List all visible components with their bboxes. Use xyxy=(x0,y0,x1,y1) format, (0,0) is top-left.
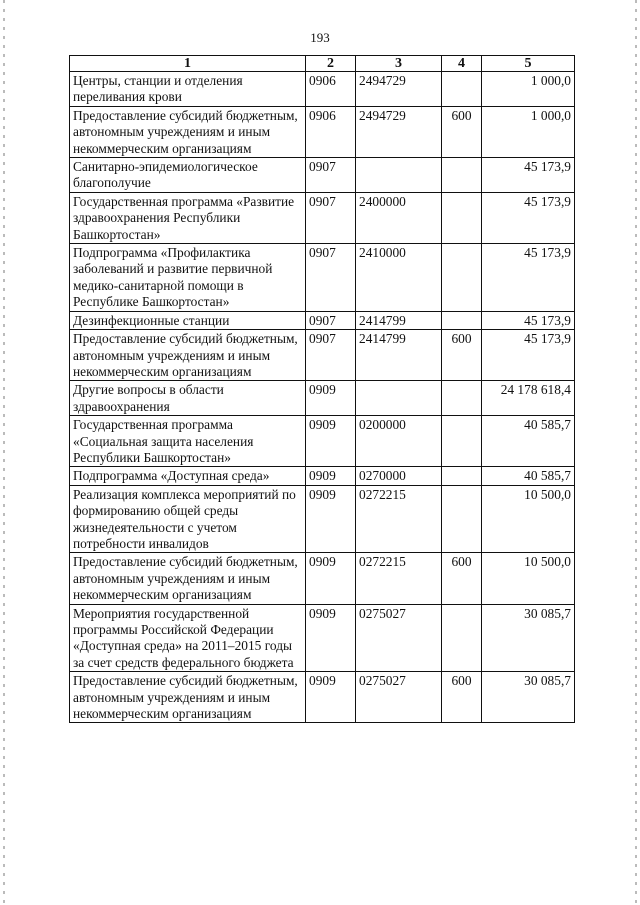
row-target-code: 2400000 xyxy=(356,192,442,243)
row-target-code xyxy=(356,381,442,416)
row-expense-type xyxy=(442,416,482,467)
table-row xyxy=(70,330,575,381)
table-row xyxy=(70,381,575,416)
row-amount: 30 085,7 xyxy=(482,604,575,672)
row-amount: 1 000,0 xyxy=(482,72,575,107)
row-section-code: 0909 xyxy=(306,553,356,604)
page-number: 193 xyxy=(310,30,330,45)
table-row xyxy=(70,416,575,467)
row-amount: 30 085,7 xyxy=(482,672,575,723)
table-row xyxy=(70,244,575,312)
row-amount: 45 173,9 xyxy=(482,158,575,193)
row-target-code: 0270000 xyxy=(356,467,442,485)
row-name: Центры, станции и отделения переливания крови xyxy=(70,72,306,107)
row-name: Государственная программа «Социальная защита населения Республики Башкортостан» xyxy=(70,416,306,467)
row-amount: 45 173,9 xyxy=(482,244,575,312)
header-col-4: 4 xyxy=(442,56,482,72)
row-amount: 45 173,9 xyxy=(482,192,575,243)
table-row xyxy=(70,192,575,243)
table-row xyxy=(70,485,575,553)
row-name: Другие вопросы в области здравоохранения xyxy=(70,381,306,416)
row-target-code: 0275027 xyxy=(356,604,442,672)
header-col-3: 3 xyxy=(356,56,442,72)
table-row xyxy=(70,311,575,329)
table-row xyxy=(70,553,575,604)
row-name: Предоставление субсидий бюджетным, автономным учреждениям и иным некоммерческим организациям xyxy=(70,672,306,723)
row-expense-type: 600 xyxy=(442,106,482,157)
row-target-code: 2414799 xyxy=(356,330,442,381)
row-name: Санитарно-эпидемиологическое благополучие xyxy=(70,158,306,193)
row-name: Предоставление субсидий бюджетным, автономным учреждениям и иным некоммерческим организациям xyxy=(70,330,306,381)
header-col-2: 2 xyxy=(306,56,356,72)
row-name: Государственная программа «Развитие здравоохранения Республики Башкортостан» xyxy=(70,192,306,243)
row-section-code: 0909 xyxy=(306,467,356,485)
row-target-code: 2494729 xyxy=(356,106,442,157)
table-header-row xyxy=(70,56,575,72)
row-section-code: 0907 xyxy=(306,158,356,193)
row-target-code: 0200000 xyxy=(356,416,442,467)
table-row xyxy=(70,72,575,107)
row-section-code: 0907 xyxy=(306,330,356,381)
budget-table xyxy=(69,55,575,723)
row-target-code: 2494729 xyxy=(356,72,442,107)
row-name: Подпрограмма «Доступная среда» xyxy=(70,467,306,485)
row-expense-type xyxy=(442,381,482,416)
row-expense-type: 600 xyxy=(442,553,482,604)
row-amount: 40 585,7 xyxy=(482,416,575,467)
row-amount: 45 173,9 xyxy=(482,330,575,381)
row-expense-type xyxy=(442,467,482,485)
row-target-code xyxy=(356,158,442,193)
row-expense-type xyxy=(442,604,482,672)
row-amount: 40 585,7 xyxy=(482,467,575,485)
row-section-code: 0909 xyxy=(306,672,356,723)
row-section-code: 0906 xyxy=(306,106,356,157)
header-col-5: 5 xyxy=(482,56,575,72)
table-row xyxy=(70,672,575,723)
row-amount: 1 000,0 xyxy=(482,106,575,157)
row-section-code: 0907 xyxy=(306,311,356,329)
row-section-code: 0909 xyxy=(306,381,356,416)
row-amount: 10 500,0 xyxy=(482,553,575,604)
row-amount: 45 173,9 xyxy=(482,311,575,329)
row-name: Мероприятия государственной программы Российской Федерации «Доступная среда» на 2011–2015 годы за счет средств федерального бюджета xyxy=(70,604,306,672)
row-expense-type: 600 xyxy=(442,330,482,381)
row-section-code: 0909 xyxy=(306,604,356,672)
row-name: Дезинфекционные станции xyxy=(70,311,306,329)
row-expense-type xyxy=(442,485,482,553)
row-expense-type xyxy=(442,311,482,329)
row-section-code: 0907 xyxy=(306,244,356,312)
row-target-code: 0272215 xyxy=(356,553,442,604)
row-section-code: 0906 xyxy=(306,72,356,107)
row-expense-type xyxy=(442,244,482,312)
table-row xyxy=(70,467,575,485)
row-name: Подпрограмма «Профилактика заболеваний и развитие первичной медико-санитарной помощи в Республике Башкортостан» xyxy=(70,244,306,312)
table-row xyxy=(70,106,575,157)
row-name: Реализация комплекса мероприятий по формированию общей среды жизнедеятельности с учетом потребности инвалидов xyxy=(70,485,306,553)
row-amount: 10 500,0 xyxy=(482,485,575,553)
row-name: Предоставление субсидий бюджетным, автономным учреждениям и иным некоммерческим организациям xyxy=(70,553,306,604)
table-row xyxy=(70,604,575,672)
row-target-code: 2414799 xyxy=(356,311,442,329)
row-section-code: 0907 xyxy=(306,192,356,243)
row-expense-type xyxy=(442,192,482,243)
left-scan-edge xyxy=(3,0,5,905)
row-target-code: 0272215 xyxy=(356,485,442,553)
row-target-code: 2410000 xyxy=(356,244,442,312)
row-expense-type xyxy=(442,158,482,193)
row-target-code: 0275027 xyxy=(356,672,442,723)
table-row xyxy=(70,158,575,193)
row-expense-type: 600 xyxy=(442,672,482,723)
header-col-1: 1 xyxy=(70,56,306,72)
row-expense-type xyxy=(442,72,482,107)
row-name: Предоставление субсидий бюджетным, автономным учреждениям и иным некоммерческим организациям xyxy=(70,106,306,157)
right-scan-edge xyxy=(635,0,637,905)
row-amount: 24 178 618,4 xyxy=(482,381,575,416)
row-section-code: 0909 xyxy=(306,416,356,467)
row-section-code: 0909 xyxy=(306,485,356,553)
